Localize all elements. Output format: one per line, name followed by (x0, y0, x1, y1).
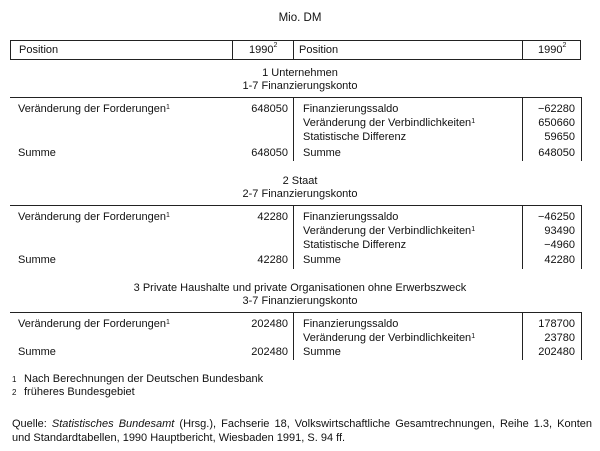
sum-right-value: 42280 (544, 254, 575, 266)
right-item-value: −4960 (544, 239, 575, 251)
footnote-text: Nach Berechnungen der Deutschen Bundesbank (24, 373, 264, 385)
header-year-right: 1990$^2$ (538, 42, 567, 56)
sum-left-value: 202480 (251, 346, 288, 358)
right-item-label: Veränderung der Verbindlichkeiten$^1$ (303, 225, 476, 237)
column-divider (581, 205, 582, 269)
sum-right-value: 202480 (538, 346, 575, 358)
column-divider (581, 312, 582, 360)
right-item-label: Finanzierungssaldo (303, 103, 399, 115)
footnote-mark: 1 (12, 375, 17, 384)
column-divider (293, 312, 294, 360)
section-subtitle: 3-7 Finanzierungskonto (242, 295, 358, 307)
right-item-value: 59650 (544, 131, 575, 143)
sum-right-label: Summe (303, 346, 341, 358)
sum-right-label: Summe (303, 147, 341, 159)
sum-left-value: 648050 (251, 147, 288, 159)
left-item-label: Veränderung der Forderungen$^1$ (18, 318, 170, 330)
right-item-value: 93490 (544, 225, 575, 237)
right-item-value: 178700 (538, 318, 575, 330)
right-item-value: −62280 (537, 103, 575, 115)
right-item-value: 23780 (544, 332, 575, 344)
header-divider (522, 40, 523, 60)
sum-label: Summe (18, 254, 56, 266)
right-item-label: Veränderung der Verbindlichkeiten$^1$ (303, 117, 476, 129)
sum-label: Summe (18, 346, 56, 358)
section-subtitle: 1-7 Finanzierungskonto (242, 80, 358, 92)
left-item-label: Veränderung der Forderungen$^1$ (18, 211, 170, 223)
right-item-label: Statistische Differenz (303, 131, 407, 143)
section-rule (10, 97, 581, 98)
header-position-left: Position (19, 44, 59, 56)
sum-left-value: 42280 (257, 254, 288, 266)
section-rule (10, 312, 581, 313)
column-divider (581, 97, 582, 161)
left-item-label: Veränderung der Forderungen$^1$ (18, 103, 170, 115)
right-item-label: Statistische Differenz (303, 239, 407, 251)
section-rule (10, 205, 581, 206)
column-divider (293, 205, 294, 269)
sum-label: Summe (18, 147, 56, 159)
right-item-value: 650660 (538, 117, 575, 129)
sum-right-label: Summe (303, 254, 341, 266)
unit-label: Mio. DM (278, 12, 322, 24)
source-citation: Quelle: Statistisches Bundesamt (Hrsg.), Fachserie 18, Volkswirtschaftliche Gesamtrechnungen, Reihe 1.3, Konten und Standardtabellen, 1990 Hauptbericht, Wiesbaden 1991, S. 94 ff. (12, 418, 592, 444)
left-item-value: 42280 (257, 211, 288, 223)
left-item-value: 202480 (251, 318, 288, 330)
header-position-right: Position (299, 44, 339, 56)
column-divider (293, 97, 294, 161)
right-item-label: Veränderung der Verbindlichkeiten$^1$ (303, 332, 476, 344)
footnote (12, 373, 263, 386)
right-item-label: Finanzierungssaldo (303, 318, 399, 330)
section-title: 3 Private Haushalte und private Organisationen ohne Erwerbszweck (133, 282, 467, 294)
footnote-text: früheres Bundesgebiet (24, 386, 135, 398)
section-subtitle: 2-7 Finanzierungskonto (242, 188, 358, 200)
right-item-label: Finanzierungssaldo (303, 211, 399, 223)
sum-right-value: 648050 (538, 147, 575, 159)
source-author: Statistisches Bundesamt (51, 418, 175, 430)
header-divider (232, 40, 233, 60)
right-item-value: −46250 (537, 211, 575, 223)
table-header (10, 40, 581, 60)
section-title: 2 Staat (282, 175, 318, 187)
footnote-mark: 2 (12, 388, 17, 397)
left-item-value: 648050 (251, 103, 288, 115)
header-divider (293, 40, 294, 60)
header-year-left: 1990$^2$ (249, 42, 278, 56)
footnote (12, 386, 135, 399)
section-title: 1 Unternehmen (262, 67, 338, 79)
